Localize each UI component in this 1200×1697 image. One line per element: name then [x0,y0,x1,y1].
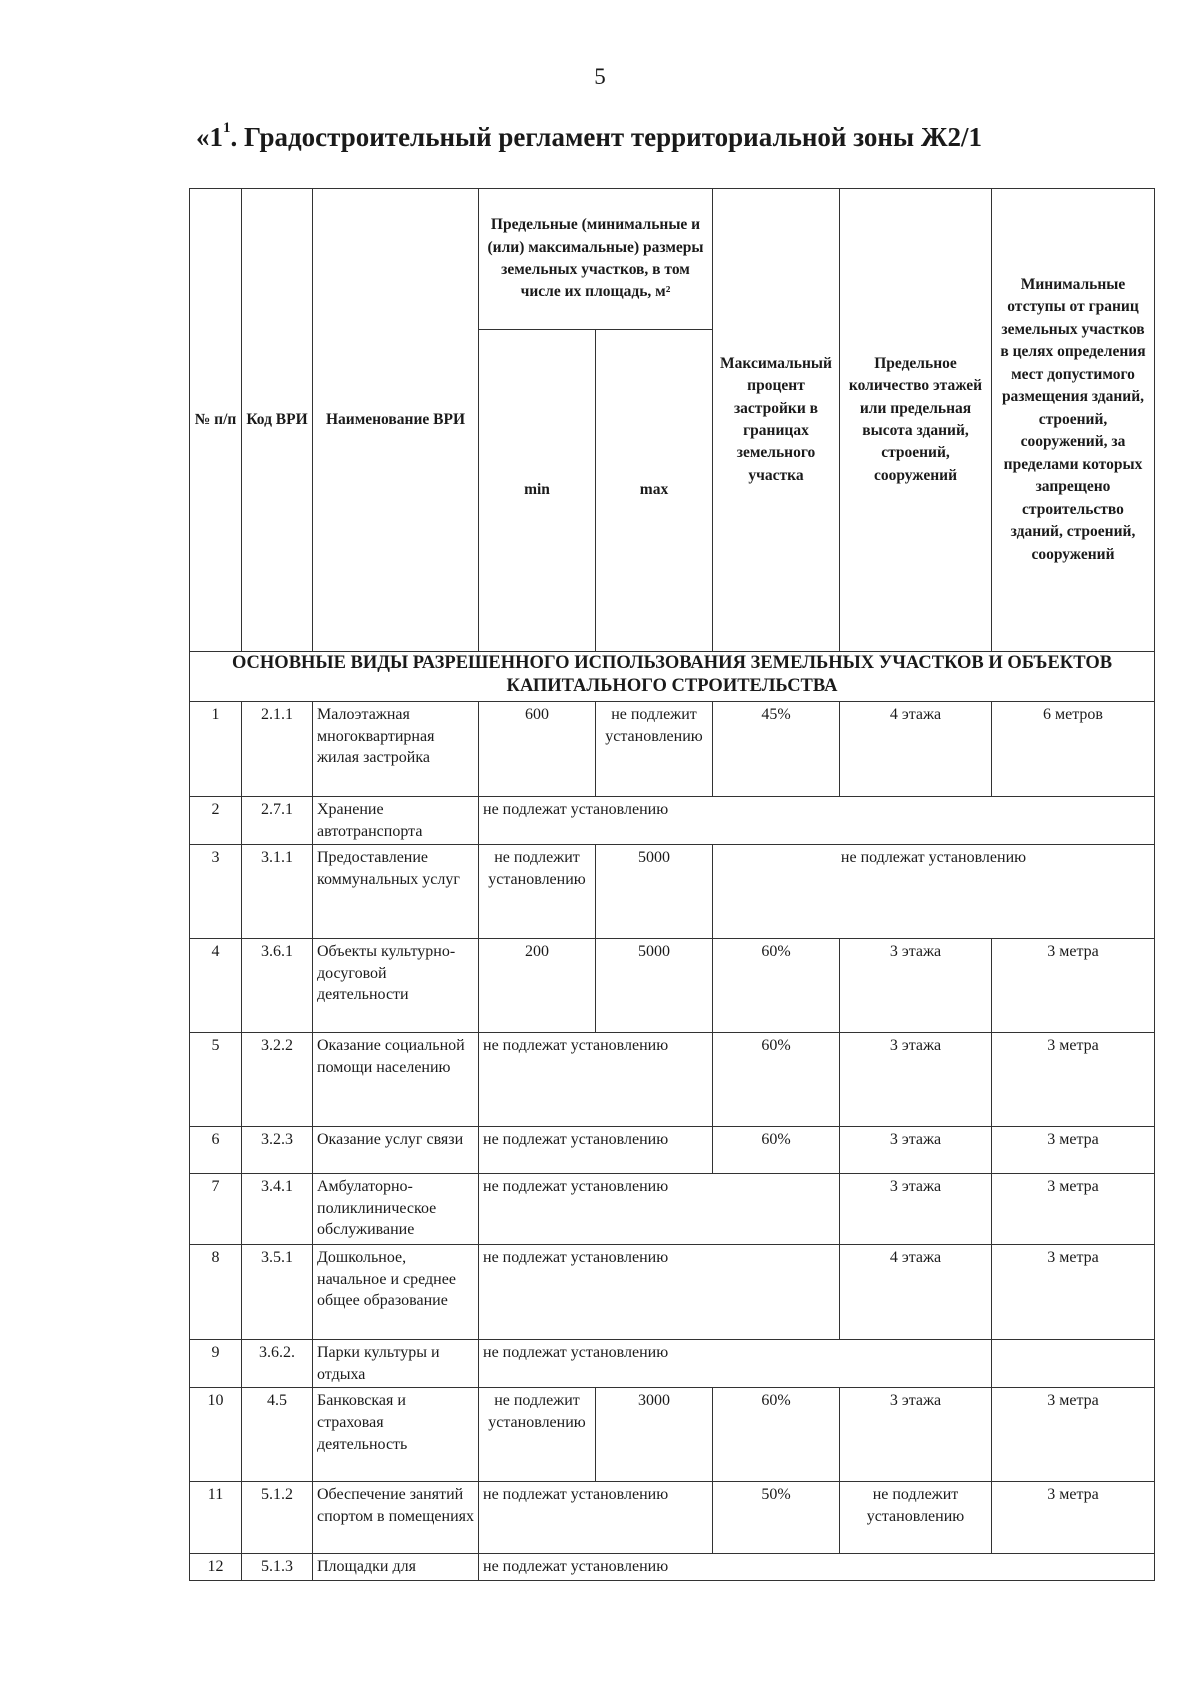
title-prefix: «1 [196,122,223,152]
table-row [190,939,1155,1033]
header-name: Наименование ВРИ [313,189,479,652]
cell-floors: 4 этажа [840,1245,992,1340]
cell-num: 6 [190,1127,242,1174]
cell-merged: не подлежат установлению [479,1554,1155,1581]
cell-percent: 60% [713,1388,840,1482]
cell-code: 3.2.3 [242,1127,313,1174]
table-row [190,1554,1155,1581]
cell-floors: 3 этажа [840,1033,992,1127]
cell-name: Обеспечение занятий спортом в помещениях [313,1482,479,1554]
table-row [190,702,1155,797]
cell-merged: не подлежат установлению [479,1033,713,1127]
table-row [190,1033,1155,1127]
cell-merged: не подлежат установлению [713,845,1155,939]
header-max: max [596,330,713,652]
cell-name: Дошкольное, начальное и среднее общее образование [313,1245,479,1340]
title-superscript: 1 [223,120,231,136]
cell-code: 2.1.1 [242,702,313,797]
cell-num: 12 [190,1554,242,1581]
cell-setback: 3 метра [992,1245,1155,1340]
cell-num: 4 [190,939,242,1033]
cell-percent: 45% [713,702,840,797]
cell-code: 3.6.1 [242,939,313,1033]
cell-code: 3.2.2 [242,1033,313,1127]
cell-min: 200 [479,939,596,1033]
table-row [190,797,1155,845]
cell-num: 8 [190,1245,242,1340]
cell-code: 5.1.2 [242,1482,313,1554]
cell-merged: не подлежат установлению [479,1482,713,1554]
cell-name: Амбулаторно-поликлиническое обслуживание [313,1174,479,1245]
table-row [190,1340,1155,1388]
cell-setback: 3 метра [992,1174,1155,1245]
cell-name: Площадки для [313,1554,479,1581]
cell-merged: не подлежат установлению [479,1174,840,1245]
cell-name: Малоэтажная многоквартирная жилая застройка [313,702,479,797]
cell-name: Парки культуры и отдыха [313,1340,479,1388]
cell-floors: 3 этажа [840,1127,992,1174]
cell-merged: не подлежат установлению [479,1127,713,1174]
cell-code: 3.6.2. [242,1340,313,1388]
cell-code: 3.4.1 [242,1174,313,1245]
cell-percent: 60% [713,1033,840,1127]
cell-max: не подлежит установлению [596,702,713,797]
cell-name: Объекты культурно-досуговой деятельности [313,939,479,1033]
cell-merged: не подлежат установлению [479,1340,992,1388]
cell-num: 11 [190,1482,242,1554]
table-row [190,845,1155,939]
cell-setback: 3 метра [992,939,1155,1033]
header-code: Код ВРИ [242,189,313,652]
cell-code: 3.5.1 [242,1245,313,1340]
section-title: ОСНОВНЫЕ ВИДЫ РАЗРЕШЕННОГО ИСПОЛЬЗОВАНИЯ ЗЕМЕЛЬНЫХ УЧАСТКОВ И ОБЪЕКТОВ КАПИТАЛЬНОГО СТРОИТЕЛЬСТВА [190,652,1155,702]
cell-name: Банковская и страховая деятельность [313,1388,479,1482]
cell-num: 1 [190,702,242,797]
cell-code: 5.1.3 [242,1554,313,1581]
cell-min: не подлежит установлению [479,845,596,939]
cell-floors: 3 этажа [840,1388,992,1482]
table-row [190,1388,1155,1482]
cell-num: 7 [190,1174,242,1245]
cell-name: Предоставление коммунальных услуг [313,845,479,939]
cell-max: 5000 [596,939,713,1033]
cell-setback: 3 метра [992,1033,1155,1127]
cell-num: 10 [190,1388,242,1482]
header-min: min [479,330,596,652]
cell-floors: 4 этажа [840,702,992,797]
cell-merged: не подлежат установлению [479,797,1155,845]
cell-num: 2 [190,797,242,845]
header-num: № п/п [190,189,242,652]
cell-empty [992,1340,1155,1388]
header-floors: Предельное количество этажей или предельная высота зданий, строений, сооружений [840,189,992,652]
document-title [196,122,982,153]
cell-setback: 3 метра [992,1482,1155,1554]
table-row [190,1245,1155,1340]
regulation-table [189,188,1155,1581]
cell-name: Оказание социальной помощи населению [313,1033,479,1127]
header-sizes: Предельные (минимальные и (или) максимальные) размеры земельных участков, в том числе их площадь, м² [479,189,713,330]
cell-code: 3.1.1 [242,845,313,939]
cell-setback: 3 метра [992,1127,1155,1174]
cell-merged: не подлежат установлению [479,1245,840,1340]
header-max-percent: Максимальный процент застройки в границах земельного участка [713,189,840,652]
cell-floors: не подлежит установлению [840,1482,992,1554]
cell-setback: 6 метров [992,702,1155,797]
cell-num: 9 [190,1340,242,1388]
table-row [190,1482,1155,1554]
cell-percent: 60% [713,1127,840,1174]
cell-percent: 50% [713,1482,840,1554]
cell-min: 600 [479,702,596,797]
cell-num: 5 [190,1033,242,1127]
header-setbacks: Минимальные отступы от границ земельных участков в целях определения мест допустимого размещения зданий, строений, сооружений, за пределами которых запрещено строительство зданий, строений, сооружений [992,189,1155,652]
cell-num: 3 [190,845,242,939]
title-text: . Градостроительный регламент территориальной зоны Ж2/1 [230,122,983,152]
table-row [190,1127,1155,1174]
cell-code: 4.5 [242,1388,313,1482]
cell-max: 3000 [596,1388,713,1482]
cell-name: Хранение автотранспорта [313,797,479,845]
cell-name: Оказание услуг связи [313,1127,479,1174]
cell-floors: 3 этажа [840,1174,992,1245]
cell-code: 2.7.1 [242,797,313,845]
cell-min: не подлежит установлению [479,1388,596,1482]
cell-floors: 3 этажа [840,939,992,1033]
cell-max: 5000 [596,845,713,939]
cell-percent: 60% [713,939,840,1033]
cell-setback: 3 метра [992,1388,1155,1482]
page-number: 5 [594,64,606,89]
table-row [190,1174,1155,1245]
